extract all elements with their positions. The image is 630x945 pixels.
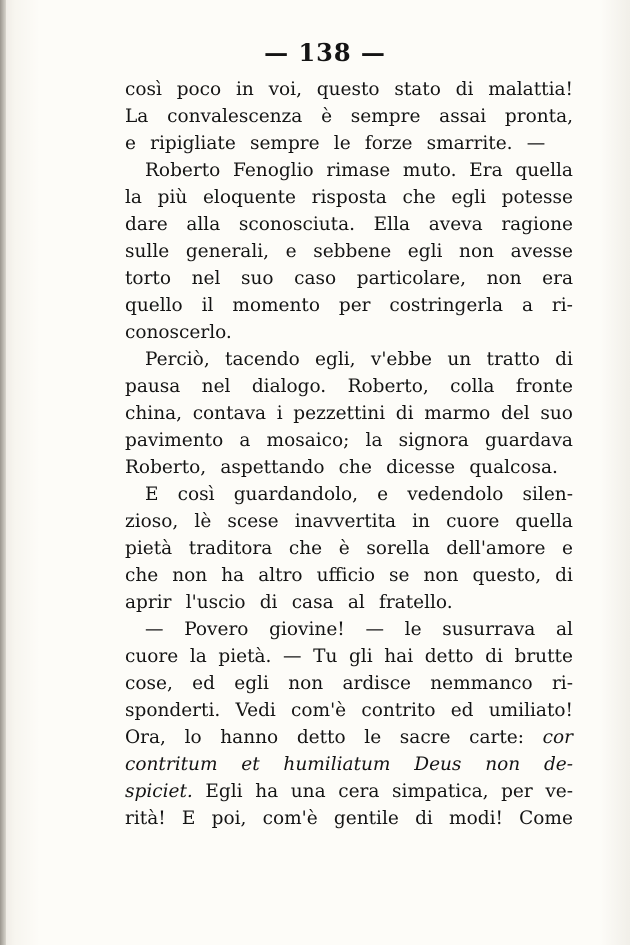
word: questo, [472, 565, 542, 586]
word: susurrava [442, 619, 536, 640]
text-line [125, 751, 573, 778]
word: La [125, 106, 149, 127]
word: carte: [469, 727, 524, 748]
latin-word: Deus [414, 754, 462, 775]
word: sempre [350, 106, 421, 127]
word: Roberto, [347, 376, 429, 397]
word: fratello. [378, 592, 453, 613]
word: ha [221, 565, 245, 586]
page-number: — 138 — [264, 38, 386, 67]
word: così [177, 484, 215, 505]
word: aveva [428, 214, 483, 235]
word: conoscerlo. [125, 322, 232, 343]
word: quello [125, 295, 183, 316]
word: pavimento [125, 430, 224, 451]
word: E [145, 484, 159, 505]
word: le [333, 133, 351, 154]
text-line [125, 481, 573, 508]
text-line [125, 238, 573, 265]
word: ufficio [316, 565, 375, 586]
word: quella [515, 160, 573, 181]
text-line [125, 292, 573, 319]
latin-word: et [241, 754, 260, 775]
word: momento [232, 295, 320, 316]
word: assai [439, 106, 487, 127]
word: e [562, 538, 573, 559]
word: altro [258, 565, 303, 586]
word: ve- [545, 781, 573, 802]
word: muto. [402, 160, 457, 181]
word: cuore [125, 646, 179, 667]
word: ragione [501, 214, 573, 235]
text-line [125, 427, 573, 454]
word: aprir [125, 592, 172, 613]
word: di [555, 565, 573, 586]
word: sponderti. [125, 700, 221, 721]
word: è [338, 538, 350, 559]
text-line [125, 76, 573, 103]
word: in [235, 79, 254, 100]
word: del [500, 403, 530, 424]
word: fronte [515, 376, 573, 397]
word: Roberto [145, 160, 221, 181]
word: Fenoglio [233, 160, 314, 181]
text-line [125, 778, 573, 805]
word: zioso, [125, 511, 179, 532]
word: era [542, 268, 573, 289]
word: malattia! [488, 79, 573, 100]
word: generali, [185, 241, 270, 262]
word: un [447, 349, 472, 370]
word: di [555, 349, 573, 370]
word: lè [194, 511, 212, 532]
word: sconosciuta. [238, 214, 355, 235]
word: questo [316, 79, 380, 100]
word: caso [294, 268, 337, 289]
word: modi! [449, 808, 503, 829]
word: egli [451, 187, 486, 208]
word: sempre [249, 133, 320, 154]
word: pietà [125, 538, 173, 559]
word: Ella [373, 214, 411, 235]
word: dell'amore [446, 538, 546, 559]
word: la [365, 430, 383, 451]
word: gentile [333, 808, 399, 829]
word: per [338, 295, 371, 316]
word: simpatica, [392, 781, 489, 802]
text-line [125, 130, 573, 157]
text-line [125, 400, 573, 427]
word: Perciò, [145, 349, 210, 370]
word: che [338, 457, 372, 478]
word: guardava [484, 430, 573, 451]
word: stato [394, 79, 441, 100]
word: ha [255, 781, 279, 802]
word: ed [192, 673, 215, 694]
word: e [285, 241, 297, 262]
word: scese [227, 511, 279, 532]
word: al [347, 592, 365, 613]
word: — [145, 619, 164, 640]
text-line [125, 211, 573, 238]
word: forze [364, 133, 413, 154]
text-line [125, 805, 573, 832]
word: suo [540, 403, 573, 424]
word: sorella [366, 538, 430, 559]
word: non [423, 565, 459, 586]
word: è [321, 106, 333, 127]
word: detto [424, 646, 474, 667]
word: ripigliate [150, 133, 236, 154]
text-line [125, 670, 573, 697]
word: pausa [125, 376, 181, 397]
word: quella [515, 511, 573, 532]
word: convalescenza [167, 106, 303, 127]
word: di [485, 646, 503, 667]
word: hanno [220, 727, 279, 748]
word: non [486, 268, 522, 289]
word: di [455, 79, 474, 100]
text-line [125, 643, 573, 670]
text-line [125, 265, 573, 292]
text-line [125, 562, 573, 589]
word: cose, [125, 673, 173, 694]
text-line [125, 616, 573, 643]
word: Roberto, [125, 457, 207, 478]
word: — [283, 646, 302, 667]
word: alla [186, 214, 221, 235]
word: v'ebbe [370, 349, 433, 370]
word: nel [201, 376, 231, 397]
text-line [125, 697, 573, 724]
word: gli [348, 646, 373, 667]
word: di [259, 592, 278, 613]
word: Tu [313, 646, 338, 667]
word: torto [125, 268, 171, 289]
text-line [125, 373, 573, 400]
word: Povero [184, 619, 249, 640]
text-line [125, 319, 573, 346]
word: di [415, 808, 433, 829]
word: sulle [125, 241, 170, 262]
word: se [389, 565, 410, 586]
word: poco [176, 79, 222, 100]
latin-word: spiciet. [125, 781, 193, 802]
word: tratto [486, 349, 540, 370]
text-line [125, 454, 573, 481]
word: guardandolo, [233, 484, 359, 505]
text-line [125, 535, 573, 562]
word: cera [338, 781, 380, 802]
word: così [125, 79, 162, 100]
text-body [125, 76, 573, 832]
word: ri- [551, 295, 573, 316]
word: E [181, 808, 196, 829]
word: Era [469, 160, 503, 181]
text-line [125, 724, 573, 751]
word: qualcosa. [469, 457, 558, 478]
latin-word: non [485, 754, 521, 775]
word: dare [125, 214, 168, 235]
word: casa [291, 592, 334, 613]
word: potesse [501, 187, 573, 208]
binding-edge [0, 0, 6, 945]
word: a [521, 295, 534, 316]
word: che [402, 187, 436, 208]
word: eloquente [202, 187, 296, 208]
word: le [404, 619, 422, 640]
word: sebbene [313, 241, 392, 262]
word: mosaico; [266, 430, 350, 451]
word: che [125, 565, 159, 586]
word: più [157, 187, 188, 208]
word: egli, [315, 349, 356, 370]
word: le [364, 727, 382, 748]
word: una [290, 781, 326, 802]
word: a [239, 430, 251, 451]
word: tacendo [225, 349, 300, 370]
latin-word: contritum [125, 754, 218, 775]
word: non [288, 673, 324, 694]
word: cuore [446, 511, 500, 532]
word: in [412, 511, 430, 532]
word: vedendolo [407, 484, 504, 505]
text-line [125, 157, 573, 184]
word: hai [384, 646, 414, 667]
word: il [201, 295, 214, 316]
word: suo [241, 268, 274, 289]
word: pronta, [504, 106, 573, 127]
word: lo [184, 727, 202, 748]
word: egli [234, 673, 269, 694]
latin-word: de- [543, 754, 573, 775]
word: la [189, 646, 207, 667]
word: costringerla [389, 295, 504, 316]
word: ed [450, 700, 474, 721]
word: ri- [551, 673, 573, 694]
word: detto [296, 727, 346, 748]
word: — [526, 133, 546, 154]
word: com'è [262, 808, 318, 829]
word: l'uscio [185, 592, 246, 613]
word: traditora [188, 538, 273, 559]
word: particolare, [356, 268, 466, 289]
word: Ora, [125, 727, 166, 748]
word: pietà. [218, 646, 272, 667]
word: sacre [399, 727, 451, 748]
word: non [459, 241, 494, 262]
word: poi, [211, 808, 247, 829]
text-line [125, 346, 573, 373]
word: inavvertita [294, 511, 397, 532]
word: Vedi [235, 700, 276, 721]
word: umiliato! [488, 700, 573, 721]
word: i [276, 403, 283, 424]
word: pezzettini [293, 403, 386, 424]
word: al [556, 619, 573, 640]
word: ardisce [342, 673, 411, 694]
text-line [125, 508, 573, 535]
word: rimase [326, 160, 391, 181]
latin-word: humiliatum [283, 754, 391, 775]
word: Come [519, 808, 573, 829]
word: non [172, 565, 208, 586]
word: — [365, 619, 384, 640]
word: silen- [522, 484, 573, 505]
word: aspettando [220, 457, 325, 478]
text-line [125, 184, 573, 211]
word: avesse [510, 241, 573, 262]
word: che [288, 538, 323, 559]
word: contava [192, 403, 267, 424]
word: risposta [311, 187, 387, 208]
word: dicesse [386, 457, 456, 478]
word: egli [407, 241, 443, 262]
word: la [125, 187, 142, 208]
word: nel [191, 268, 221, 289]
word: nemmanco [430, 673, 533, 694]
word: Egli [205, 781, 243, 802]
word: e [125, 133, 136, 154]
word: com'è [291, 700, 347, 721]
word: smarrite. [426, 133, 513, 154]
word: rità! [125, 808, 166, 829]
word: marmo [424, 403, 491, 424]
word: signora [398, 430, 469, 451]
word: brutte [514, 646, 573, 667]
text-line [125, 103, 573, 130]
word: giovine! [269, 619, 345, 640]
word: colla [450, 376, 495, 397]
word: china, [125, 403, 183, 424]
word: contrito [361, 700, 436, 721]
text-line [125, 589, 573, 616]
word: dialogo. [251, 376, 327, 397]
word: per [501, 781, 533, 802]
latin-word: cor [542, 727, 573, 748]
word: voi, [268, 79, 302, 100]
word: di [395, 403, 414, 424]
word: e [377, 484, 389, 505]
